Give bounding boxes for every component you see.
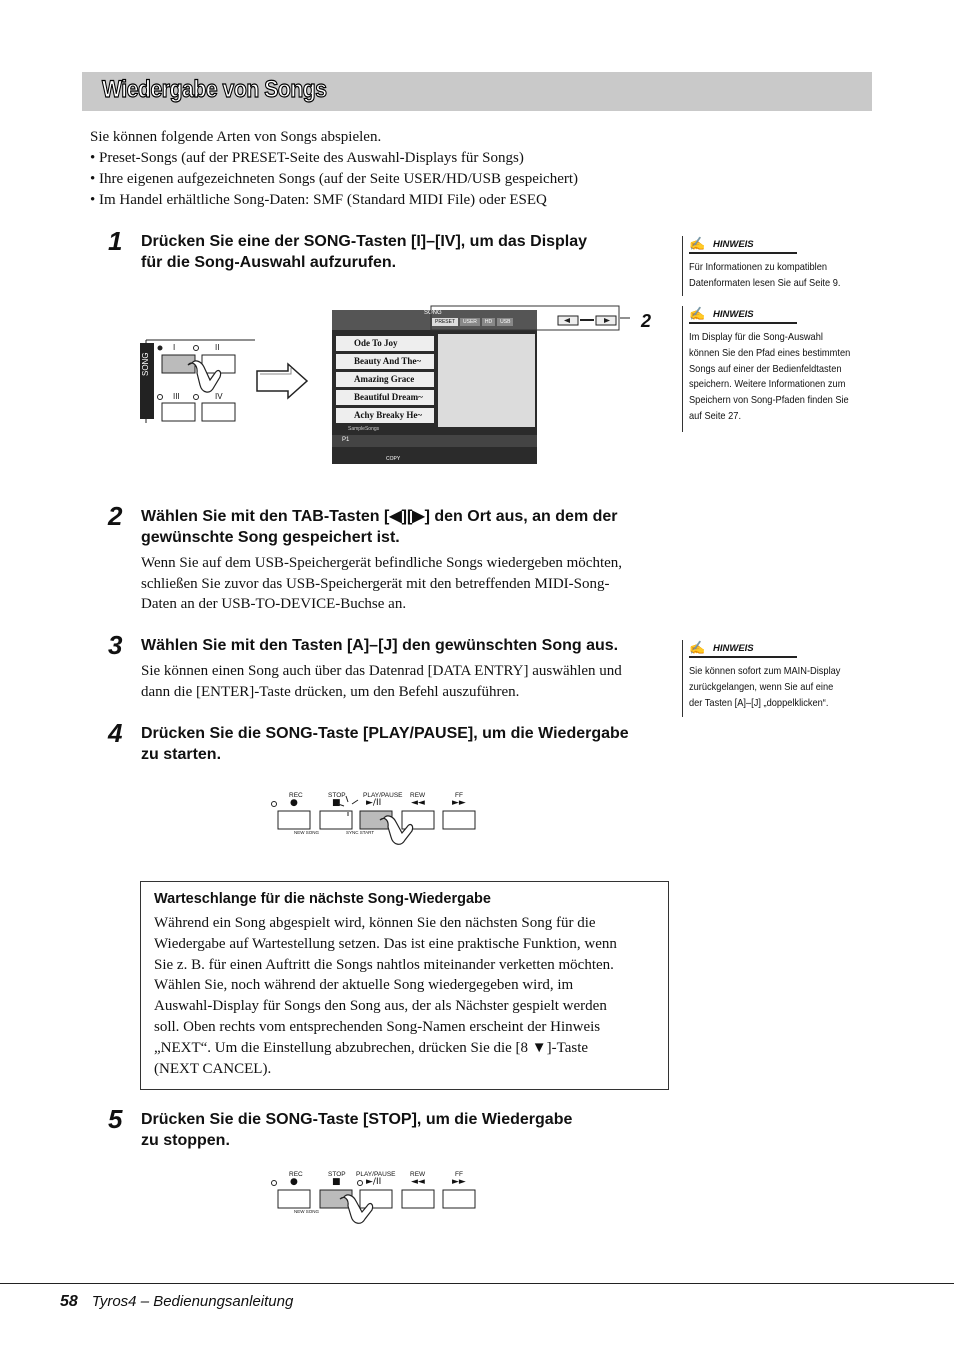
screen-title: SONG	[424, 310, 442, 316]
hint-label: HINWEIS	[713, 238, 754, 250]
screen-tab: PRESET	[432, 318, 458, 326]
transport-buttons-play-figure	[268, 792, 483, 857]
footer-rule	[0, 1283, 954, 1284]
step-heading: Wählen Sie mit den Tasten [A]–[J] den gewünschten Song aus.	[141, 637, 619, 654]
step-heading-line: gewünschte Song gespeichert ist.	[141, 529, 400, 546]
rewind-icon: ◄◄	[411, 798, 425, 808]
info-box-line: Sie z. B. für einen Auftritt die Songs nahtlos miteinander verketten möchten.	[154, 956, 614, 973]
folder-label: SampleSongs	[348, 426, 380, 432]
step-number: 5	[108, 1104, 123, 1134]
transport-label: FF	[455, 1171, 463, 1178]
step-number: 1	[108, 226, 123, 256]
transport-label: STOP	[328, 1171, 346, 1178]
info-box-line: Wiedergabe auf Wartestellung setzen. Das ist eine praktische Funktion, wenn	[154, 935, 617, 952]
section-banner	[82, 72, 872, 111]
info-box-line: (NEXT CANCEL).	[154, 1060, 272, 1077]
button-label: I	[173, 343, 176, 352]
hint-note	[682, 306, 874, 432]
screen-tab: USB	[497, 318, 513, 326]
info-box-line: „NEXT“. Um die Einstellung abzubrechen, drücken Sie die [8 ▼]-Taste	[154, 1039, 589, 1056]
button-label: III	[173, 392, 180, 401]
hint-note	[682, 236, 874, 296]
hint-line: Im Display für die Song-Auswahl	[689, 332, 823, 343]
hint-header	[689, 236, 797, 254]
info-box-title: Warteschlange für die nächste Song-Wiedergabe	[154, 891, 491, 907]
step-body	[141, 553, 681, 615]
stop-icon: ■	[332, 1177, 341, 1187]
hint-line: Datenformaten lesen Sie auf Seite 9.	[689, 277, 841, 289]
page-footer	[60, 1293, 293, 1311]
intro-lead: Sie können folgende Arten von Songs abspielen.	[90, 129, 382, 145]
screen-tab: HD	[482, 318, 495, 326]
info-box-line: soll. Oben rechts vom entsprechenden Song-Namen erscheint der Hinweis	[154, 1018, 601, 1035]
intro-bullet: • Im Handel erhältliche Song-Daten: SMF (Standard MIDI File) oder ESEQ	[90, 192, 547, 208]
pencil-note-icon: ✍	[689, 306, 706, 321]
step-heading	[141, 1109, 681, 1151]
rec-icon: ●	[290, 1177, 298, 1187]
transport-label: STOP	[328, 792, 346, 799]
right-arrow-icon	[255, 362, 310, 400]
hint-line: können Sie den Pfad eines bestimmten	[689, 347, 851, 359]
transport-sub-label: SYNC START	[346, 830, 375, 835]
pencil-note-icon: ✍	[689, 640, 706, 655]
step-body-line: schließen Sie zuvor das USB-Speichergerät mit den betreffenden MIDI-Song-	[141, 575, 610, 592]
hint-line: der Tasten [A]–[J] „doppelklicken“.	[689, 697, 829, 709]
fast-forward-icon: ►►	[452, 1177, 466, 1187]
rewind-icon: ◄◄	[411, 1177, 425, 1187]
song-list-item: Achy Breaky He~	[336, 408, 434, 423]
step-heading-line: Wählen Sie mit den TAB-Tasten [◀][▶] den Ort aus, an dem der	[141, 508, 618, 525]
info-box	[140, 881, 669, 1090]
tab-buttons-callout	[430, 302, 630, 332]
callout-number: 2	[641, 311, 652, 331]
step-body-line: dann die [ENTER]-Taste drücken, um den Befehl auszuführen.	[141, 683, 520, 700]
step-heading	[141, 506, 681, 548]
step-heading	[141, 723, 681, 765]
hint-label: HINWEIS	[713, 308, 754, 320]
step-heading-line: Drücken Sie die SONG-Taste [STOP], um die Wiedergabe	[141, 1111, 573, 1128]
transport-label: REW	[410, 1171, 426, 1178]
page-title: Wiedergabe von Songs	[102, 76, 327, 103]
song-list-item: Beautiful Dream~	[336, 390, 434, 405]
hint-line: Speichern von Song-Pfaden finden Sie	[689, 395, 849, 407]
step-heading	[141, 231, 671, 273]
transport-label: REW	[410, 792, 426, 799]
screen-tab: USER	[460, 318, 480, 326]
stop-icon: ■	[332, 798, 341, 808]
step-body	[141, 661, 681, 702]
step-number: 4	[108, 718, 123, 748]
manual-title: Tyros4 – Bedienungsanleitung	[91, 1293, 294, 1310]
button-label: IV	[215, 392, 223, 401]
song-list-item: Ode To Joy	[336, 336, 434, 351]
transport-label: REC	[289, 792, 303, 799]
song-selection-screen	[332, 310, 537, 464]
hint-line: Sie können sofort zum MAIN-Display	[689, 666, 841, 677]
step-number: 2	[108, 501, 123, 531]
hint-line: speichern. Weitere Informationen zum	[689, 379, 846, 391]
hint-line: Für Informationen zu kompatiblen	[689, 262, 828, 273]
step-body-line: Daten an der USB-TO-DEVICE-Buchse an.	[141, 596, 407, 612]
play-pause-icon: ►/II	[366, 1177, 382, 1187]
intro-bullet: • Ihre eigenen aufgezeichneten Songs (auf der Seite USER/HD/USB gespeichert)	[90, 171, 579, 187]
hint-line: Songs auf einer der Bedienfeldtasten	[689, 363, 842, 375]
hint-header	[689, 640, 797, 658]
rec-icon: ●	[290, 798, 298, 808]
transport-label: PLAY/PAUSE	[356, 1171, 396, 1178]
song-buttons-panel-figure	[140, 335, 260, 430]
transport-label: FF	[455, 792, 463, 799]
transport-sub-label: NEW SONG	[294, 830, 320, 835]
intro-text	[90, 127, 670, 211]
step-heading-line: für die Song-Auswahl aufzurufen.	[141, 254, 397, 271]
transport-label: REC	[289, 1171, 303, 1178]
step-heading-line: zu starten.	[141, 746, 222, 763]
button-label: II	[215, 343, 220, 352]
song-list-item: Amazing Grace	[336, 372, 434, 387]
info-box-line: Auswahl-Display für Songs den Song aus, der als Nächster gespielt werden	[154, 998, 607, 1015]
hint-line: auf Seite 27.	[689, 410, 742, 422]
pencil-note-icon: ✍	[689, 236, 706, 251]
step-body-line: Sie können einen Song auch über das Datenrad [DATA ENTRY] auswählen und	[141, 663, 622, 679]
hint-text	[689, 664, 869, 711]
song-list-item: Beauty And The~	[336, 354, 434, 369]
hint-line: zurückgelangen, wenn Sie auf eine	[689, 681, 834, 693]
step-heading-line: zu stoppen.	[141, 1132, 230, 1149]
transport-label: PLAY/PAUSE	[363, 792, 403, 799]
hint-header	[689, 306, 797, 324]
step-heading-line: Drücken Sie eine der SONG-Tasten [I]–[IV], um das Display	[141, 233, 588, 250]
info-box-text	[154, 913, 654, 1079]
step-body-line: Wenn Sie auf dem USB-Speichergerät befindliche Songs wiedergeben möchten,	[141, 555, 623, 571]
page-label: P1	[342, 437, 350, 443]
hint-text	[689, 330, 869, 425]
play-pause-icon: ►/II	[366, 798, 382, 808]
transport-buttons-stop-figure	[268, 1171, 483, 1236]
copy-label: COPY	[386, 456, 401, 462]
fast-forward-icon: ►►	[452, 798, 466, 808]
page-number: 58	[60, 1293, 78, 1310]
intro-bullet: • Preset-Songs (auf der PRESET-Seite des Auswahl-Displays für Songs)	[90, 150, 524, 166]
hint-text	[689, 260, 869, 292]
step-number: 3	[108, 630, 123, 660]
step-heading-line: Drücken Sie die SONG-Taste [PLAY/PAUSE], um die Wiedergabe	[141, 725, 629, 742]
hint-label: HINWEIS	[713, 642, 754, 654]
info-box-line: Wählen Sie, noch während der aktuelle Song wiedergegeben wird, im	[154, 977, 574, 994]
panel-label: SONG	[141, 352, 150, 376]
transport-sub-label: NEW SONG	[294, 1209, 320, 1214]
hint-note	[682, 640, 874, 717]
info-box-line: Während ein Song abgespielt wird, können Sie den nächsten Song für die	[154, 915, 596, 931]
